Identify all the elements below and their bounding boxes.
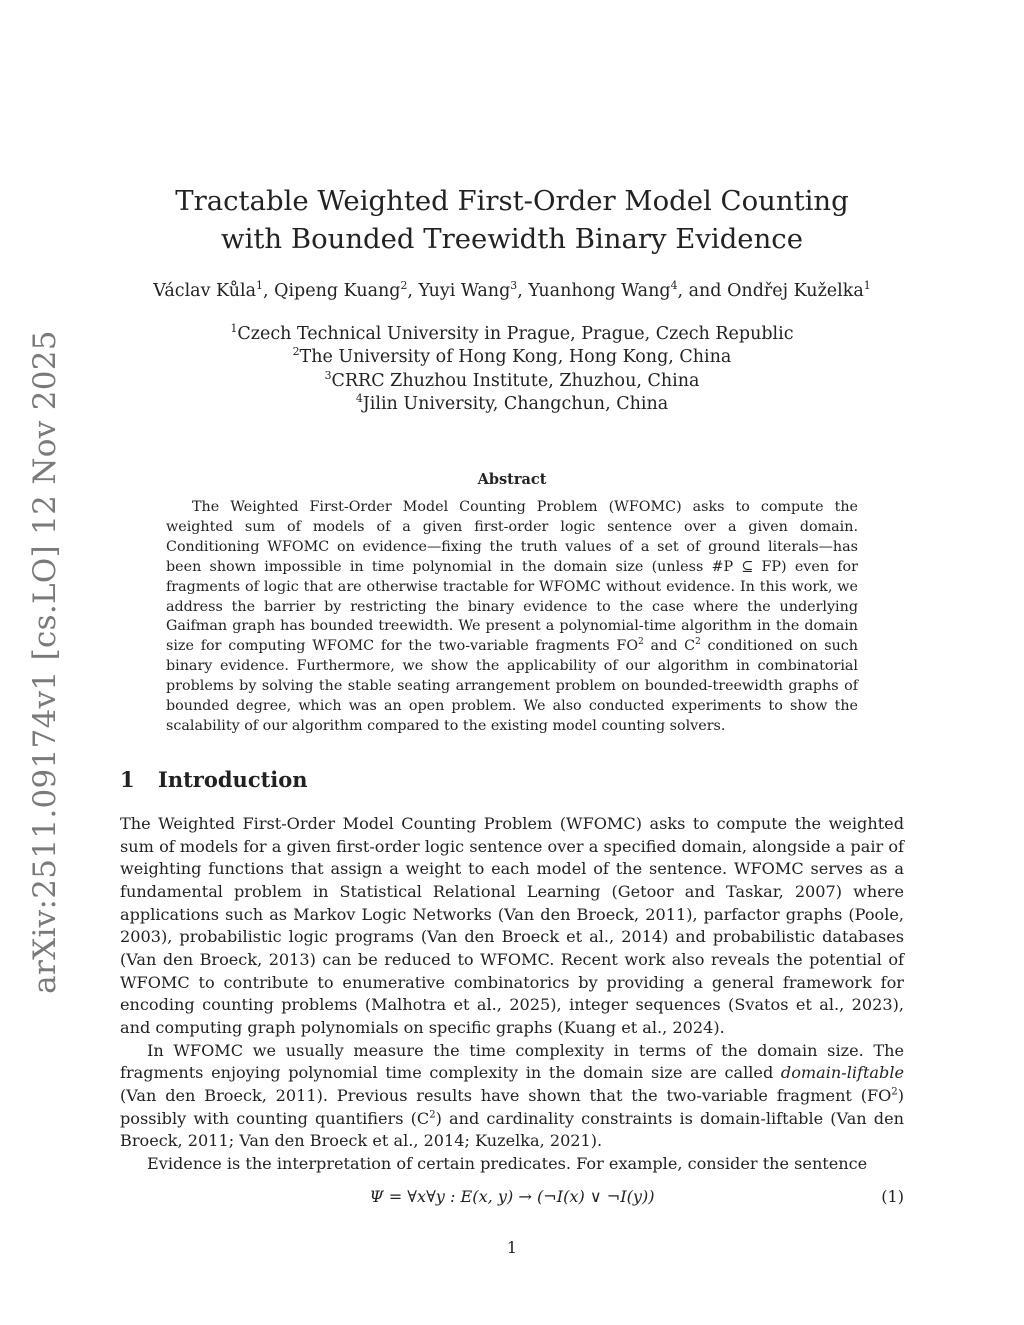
superscript: 2 <box>695 637 701 648</box>
affiliation-text: CRRC Zhuzhou Institute, Zhuzhou, China <box>331 370 700 391</box>
paper-title <box>0 182 1024 258</box>
paragraph <box>120 1040 904 1153</box>
arxiv-identifier-stamp: arXiv:2511.09174v1 [cs.LO] 12 Nov 2025 <box>27 330 63 994</box>
emphasized-term: domain-liftable <box>780 1063 904 1083</box>
section-title: Introduction <box>158 767 308 792</box>
author-affiliation-mark: 1 <box>863 279 871 293</box>
affiliation-number: 1 <box>230 322 238 336</box>
affiliation-line <box>0 323 1024 346</box>
superscript: 2 <box>638 637 644 648</box>
paragraph: The Weighted First-Order Model Counting Problem (WFOMC) asks to compute the weighted sum of models for a given first-order logic sentence over a specified domain, alongside a pair of weighting functions that assign a weight to each model of the sentence. WFOMC serves as a fundamental problem in Statistical Relational Learning (Getoor and Taskar, 2007) where applications such as Markov Logic Networks (Van den Broeck, 2011), parfactor graphs (Poole, 2003), probabilistic logic programs (Van den Broeck et al., 2014) and probabilistic databases (Van den Broeck, 2013) can be reduced to WFOMC. Recent work also reveals the potential of WFOMC to contribute to enumerative combinatorics by providing a general framework for encoding counting problems (Malhotra et al., 2025), integer sequences (Svatos et al., 2023), and computing graph polynomials on specific graphs (Kuang et al., 2024). <box>120 814 904 1037</box>
abstract-text: The Weighted First-Order Model Counting Problem (WFOMC) asks to compute the weighted sum of models of a given first-order logic sentence over a given domain. Conditioning WFOMC on evidence—fixing the truth values of a set of ground literals—has been shown impossible in time polynomial in the domain size (unless #P ⊆ FP) even for fragments of logic that are otherwise tractable for WFOMC without evidence. In this work, we address the barrier by restricting the binary evidence to the case where the underlying Gaifman graph has bounded treewidth. We present a polynomial-time algorithm in the domain size for computing WFOMC for the two-variable fragments FO <box>166 499 858 655</box>
superscript: 2 <box>891 1086 898 1098</box>
author-name: Ondřej Kuželka <box>727 281 864 301</box>
affiliation-text: Jilin University, Changchun, China <box>362 393 669 414</box>
author-affiliation-mark: 4 <box>670 279 678 293</box>
title-line-2: with Bounded Treewidth Binary Evidence <box>221 223 803 255</box>
affiliation-text: The University of Hong Kong, Hong Kong, China <box>299 347 732 368</box>
paragraph: Evidence is the interpretation of certain predicates. For example, consider the sentence <box>147 1153 868 1173</box>
author-affiliation-mark: 1 <box>256 279 263 293</box>
introduction-body <box>120 813 904 1176</box>
superscript: 2 <box>429 1109 436 1121</box>
section-heading <box>120 767 308 792</box>
affiliation-line <box>0 393 1024 416</box>
paragraph-text: (Van den Broeck, 2011). Previous results have shown that the two-variable fragment (FO <box>120 1085 892 1105</box>
paragraph-text: ) possibly with counting quantifiers (C <box>120 1085 904 1128</box>
abstract-text: and C <box>643 638 696 655</box>
author-list: Václav Kůla$^1$, Qipeng Kuang$^2$, Yuyi Wang$^3$, Yuanhong Wang$^4$, and Ondřej Kuželka$^1$ <box>153 279 871 301</box>
abstract-text: conditioned on such binary evidence. Furthermore, we show the applicability of our algorithm in combinatorial problems by solving the stable seating arrangement problem on bounded-treewidth graphs of bounded degree, which was an open problem. We also conducted experiments to show the scalability of our algorithm compared to the existing model counting solvers. <box>166 638 858 734</box>
author-affiliation-mark: 3 <box>510 279 518 293</box>
affiliation-number: 4 <box>355 392 363 406</box>
affiliation-number: 2 <box>292 345 300 359</box>
affiliation-text: Czech Technical University in Prague, Prague, Czech Republic <box>237 324 794 344</box>
affiliation-number: 3 <box>324 368 332 382</box>
author-name: Qipeng Kuang <box>274 281 401 301</box>
page-number: 1 <box>506 1238 518 1257</box>
author-name: Yuyi Wang <box>418 281 511 301</box>
affiliation-line <box>0 346 1024 369</box>
author-affiliation-mark: 2 <box>400 279 408 293</box>
paragraph-text: ) and cardinality constraints is domain-liftable (Van den Broeck, 2011; Van den Broeck et al., 2014; Kuzelka, 2021). <box>120 1108 904 1151</box>
equation-body: Ψ = ∀x∀y : E(x, y) → (¬I(x) ∨ ¬I(y)) <box>369 1187 655 1206</box>
affiliation-line <box>0 370 1024 393</box>
title-line-1: Tractable Weighted First-Order Model Counting <box>175 185 849 217</box>
abstract-heading: Abstract <box>477 471 547 488</box>
affiliation-list <box>0 323 1024 416</box>
paragraph-text: In WFOMC we usually measure the time complexity in terms of the domain size. The fragments enjoying polynomial time complexity in the domain size are called <box>120 1040 904 1083</box>
author-name: Yuanhong Wang <box>528 281 671 301</box>
equation-number: (1) <box>881 1187 904 1206</box>
equation <box>120 1187 904 1211</box>
author-name: Václav Kůla <box>153 281 257 301</box>
section-number: 1 <box>120 767 135 792</box>
abstract-body <box>166 498 858 737</box>
